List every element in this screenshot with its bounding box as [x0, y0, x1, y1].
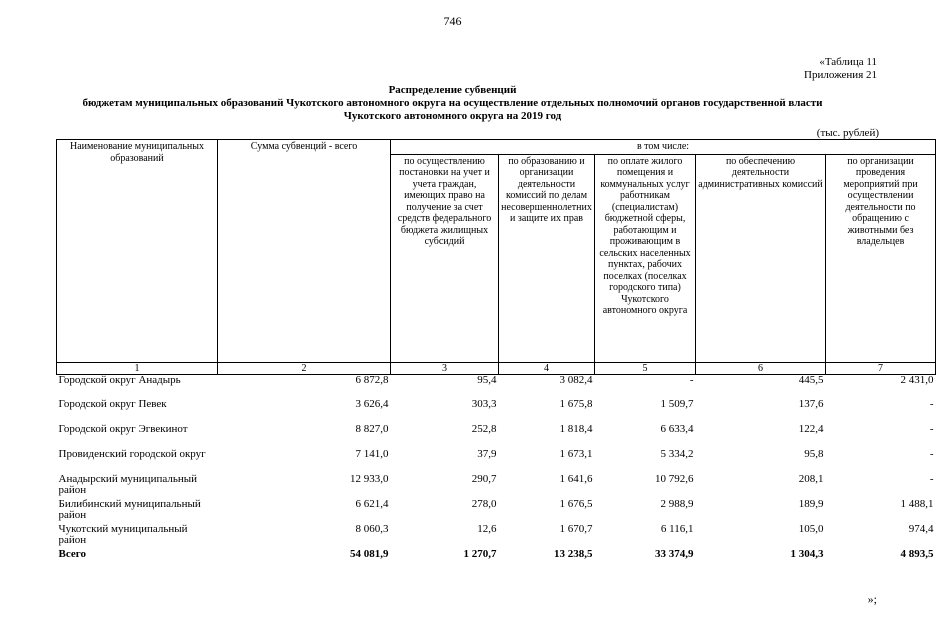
municipality-name: Городской округ Эгвекинот — [58, 423, 188, 435]
cell-housing-payment: 5 334,2 — [660, 448, 694, 460]
cell-total: 7 141,0 — [355, 448, 389, 460]
table-row — [57, 374, 936, 399]
table-reference — [804, 56, 877, 82]
total-label: Всего — [58, 548, 86, 560]
cell-housing-payment: 6 116,1 — [660, 523, 694, 535]
municipality-name: Анадырский муниципальный район — [58, 473, 197, 496]
cell-minors-commissions: 1 641,6 — [559, 473, 593, 485]
total-animal-handling: 4 893,5 — [900, 548, 934, 560]
cell-housing-payment: 10 792,6 — [655, 473, 694, 485]
units-label: (тыс. рублей) — [816, 127, 879, 139]
cell-animal-handling: 974,4 — [908, 523, 934, 535]
total-housing-registration: 1 270,7 — [463, 548, 497, 560]
cell-minors-commissions: 1 818,4 — [559, 423, 593, 435]
cell-minors-commissions: 1 675,8 — [559, 398, 593, 410]
header-minors-commissions: по образованию и организации деятельности комиссий по делам несовершеннолетних и защите их прав — [499, 154, 595, 362]
column-number: 3 — [391, 362, 499, 374]
cell-administrative-commissions: 189,9 — [798, 498, 824, 510]
page-number: 746 — [443, 14, 462, 28]
cell-administrative-commissions: 445,5 — [798, 373, 824, 386]
total-housing-payment: 33 374,9 — [655, 548, 694, 560]
cell-animal-handling: - — [929, 448, 934, 460]
municipality-name: Чукотский муниципальный район — [58, 523, 188, 546]
closing-quote: »; — [867, 592, 877, 606]
cell-housing-registration: 290,7 — [471, 473, 497, 485]
cell-animal-handling: - — [929, 473, 934, 485]
municipality-name: Билибинский муниципальный район — [58, 498, 201, 521]
cell-animal-handling: 2 431,0 — [900, 373, 934, 386]
cell-housing-payment: 2 988,9 — [660, 498, 694, 510]
header-municipality: Наименование муниципальных образований — [57, 140, 218, 363]
cell-animal-handling: - — [929, 423, 934, 435]
cell-housing-registration: 252,8 — [471, 423, 497, 435]
cell-housing-payment: 1 509,7 — [660, 398, 694, 410]
cell-total: 12 933,0 — [350, 473, 389, 485]
total-administrative-commissions: 1 304,3 — [790, 548, 824, 560]
header-animal-handling: по организации проведения мероприятий при осуществлении деятельности по обращению с животными без владельцев — [826, 154, 936, 362]
cell-total: 8 827,0 — [355, 423, 389, 435]
cell-housing-registration: 303,3 — [471, 398, 497, 410]
cell-total: 3 626,4 — [355, 398, 389, 410]
title-line-2: бюджетам муниципальных образований Чукотского автономного округа на осуществление отдельных полномочий органов государственной власти — [82, 97, 823, 109]
cell-animal-handling: - — [929, 398, 934, 410]
cell-minors-commissions: 3 082,4 — [559, 373, 593, 386]
cell-minors-commissions: 1 676,5 — [559, 498, 593, 510]
appendix-ref-line: Приложения 21 — [804, 69, 877, 81]
cell-total: 6 621,4 — [355, 498, 389, 510]
cell-housing-registration: 95,4 — [477, 373, 497, 386]
cell-administrative-commissions: 208,1 — [798, 473, 824, 485]
column-number: 4 — [499, 362, 595, 374]
subsidy-table — [56, 139, 936, 561]
cell-housing-registration: 278,0 — [471, 498, 497, 510]
column-number: 1 — [57, 362, 218, 374]
header-administrative-commissions: по обеспечению деятельности административных комиссий — [696, 154, 826, 362]
table-row — [57, 399, 936, 424]
cell-administrative-commissions: 122,4 — [798, 423, 824, 435]
header-total-subsidy: Сумма субвенций - всего — [218, 140, 391, 363]
column-number: 2 — [218, 362, 391, 374]
cell-administrative-commissions: 95,8 — [804, 448, 824, 460]
total-minors-commissions: 13 238,5 — [554, 548, 593, 560]
column-number: 7 — [826, 362, 936, 374]
header-housing-payment: по оплате жилого помещения и коммунальных услуг работникам (специалистам) бюджетной сферы, работающим и проживающим в сельских населенных пунктах, рабочих поселках (поселках городского типа) Чукотского автономного округа — [595, 154, 696, 362]
cell-minors-commissions: 1 673,1 — [559, 448, 593, 460]
cell-housing-registration: 37,9 — [477, 448, 497, 460]
cell-housing-payment: 6 633,4 — [660, 423, 694, 435]
title-line-3: Чукотского автономного округа на 2019 год — [343, 110, 562, 122]
cell-minors-commissions: 1 670,7 — [559, 523, 593, 535]
cell-animal-handling: 1 488,1 — [900, 498, 934, 510]
table-row — [57, 499, 936, 524]
cell-administrative-commissions: 105,0 — [798, 523, 824, 535]
table-row — [57, 449, 936, 474]
title-line-1: Распределение субвенций — [388, 84, 517, 96]
cell-housing-payment: - — [689, 373, 694, 386]
cell-housing-registration: 12,6 — [477, 523, 497, 535]
cell-administrative-commissions: 137,6 — [798, 398, 824, 410]
table-ref-line: «Таблица 11 — [819, 56, 877, 68]
header-housing-registration: по осуществлению постановки на учет и учета граждан, имеющих право на получение за счет средств федерального бюджета жилищных субсидий — [391, 154, 499, 362]
document-title — [0, 84, 905, 123]
table-row — [57, 424, 936, 449]
cell-total: 6 872,8 — [355, 373, 389, 386]
column-number: 6 — [696, 362, 826, 374]
total-sum: 54 081,9 — [350, 548, 389, 560]
municipality-name: Провиденский городской округ — [58, 448, 206, 460]
table-row — [57, 474, 936, 499]
municipality-name: Городской округ Анадырь — [58, 373, 181, 386]
column-number: 5 — [595, 362, 696, 374]
municipality-name: Городской округ Певек — [58, 398, 167, 410]
cell-total: 8 060,3 — [355, 523, 389, 535]
table-row — [57, 524, 936, 549]
header-group-including: в том числе: — [391, 140, 936, 155]
total-row — [57, 549, 936, 561]
